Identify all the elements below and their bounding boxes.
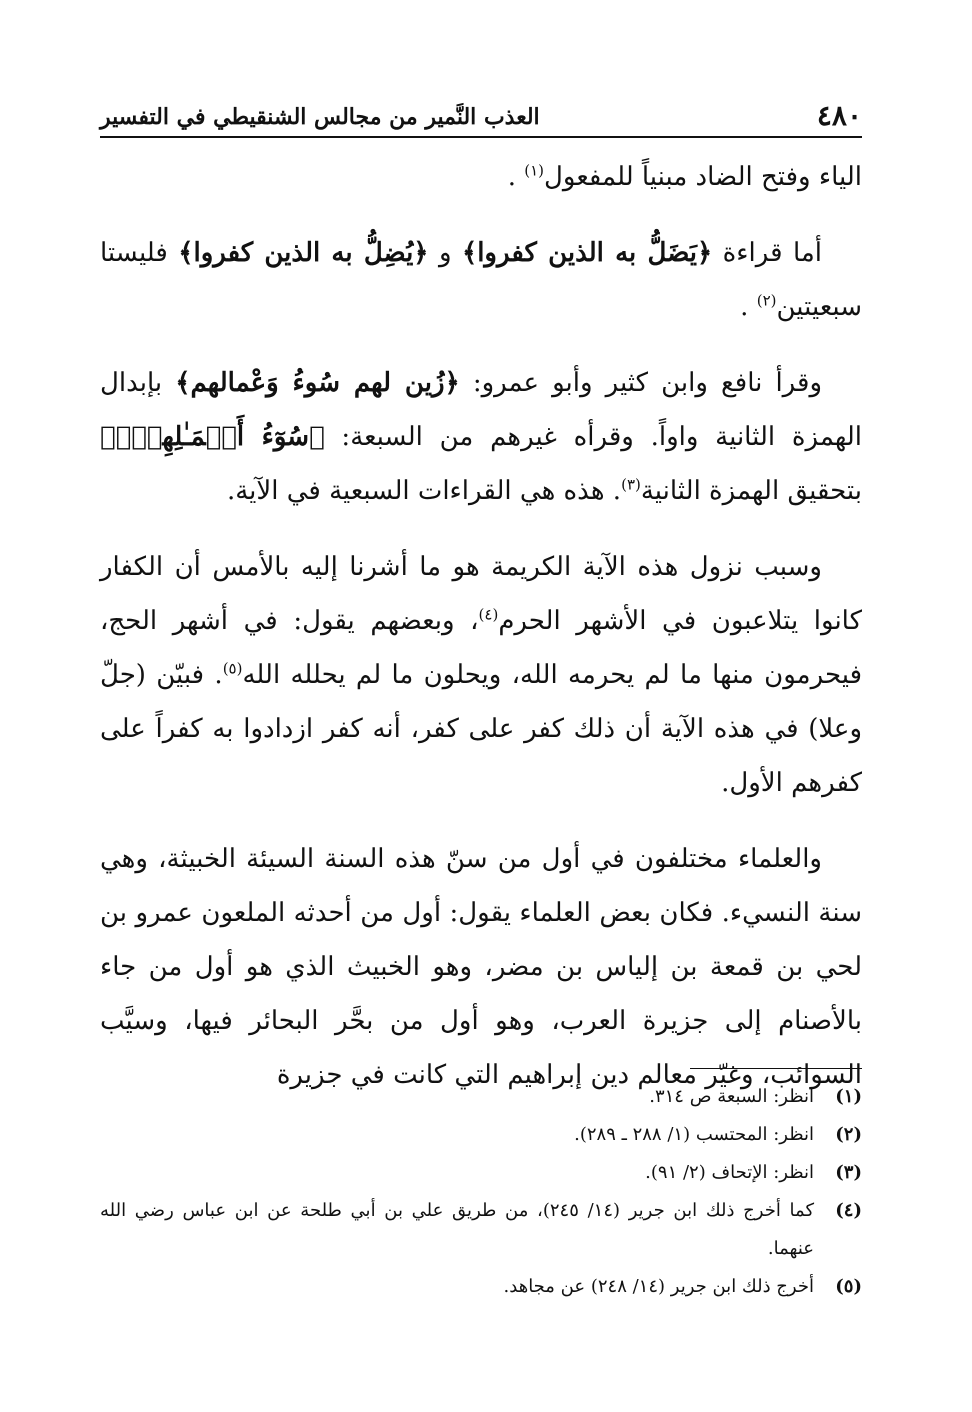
footnote-1	[100, 1078, 862, 1116]
footnote-text: كما أخرج ذلك ابن جرير (١٤/ ٢٤٥)، من طريق علي بن أبي طلحة عن ابن عباس رضي الله عنهما.	[100, 1200, 815, 1259]
footnote-2	[100, 1116, 862, 1154]
paragraph-text: . فبيّن (جلّ وعلا) في هذه الآية أن ذلك كفر على كفر، أنه كفر ازدادوا به كفراً على كفرهم الأول.	[100, 660, 862, 798]
paragraph-text: ، وبعضهم يقول: في أشهر الحج، فيحرمون منها ما لم يحرمه الله، ويحلون ما لم يحلله الله	[100, 606, 862, 690]
paragraph-2	[100, 226, 862, 334]
footnote-number: (٥)	[835, 1276, 862, 1297]
paragraph-text: فليستا سبعيتين	[100, 238, 862, 322]
paragraph-text: أما قراءة	[712, 238, 823, 268]
running-title: العذب النَّمير من مجالس الشنقيطي في التفسير	[100, 104, 540, 130]
footnote-text: انظر: المحتسب (١/ ٢٨٨ ـ ٢٨٩).	[574, 1124, 814, 1145]
footnote-number: (٤)	[835, 1200, 862, 1221]
footnote-text: انظر: الإتحاف (٢/ ٩١).	[645, 1162, 814, 1183]
footnote-number: (١)	[835, 1086, 862, 1107]
paragraph-4	[100, 540, 862, 810]
paragraph-text: بتحقيق الهمزة الثانية	[640, 476, 862, 506]
paragraph-text: الياء وفتح الضاد مبنياً للمفعول	[544, 162, 862, 192]
footnote-number: (٣)	[835, 1162, 862, 1183]
footnote-ref: (٢)	[756, 291, 777, 310]
footnote-ref: (٥)	[222, 659, 243, 678]
page-number: ٤٨٠	[816, 99, 862, 132]
footnote-number: (٢)	[835, 1124, 862, 1145]
footnote-text: انظر: السبعة ص ٣١٤.	[649, 1086, 814, 1107]
paragraph-5	[100, 832, 862, 1102]
footnote-5	[100, 1268, 862, 1306]
footnote-4	[100, 1192, 862, 1268]
footnote-ref: (٣)	[621, 475, 641, 494]
footnotes	[100, 1078, 862, 1306]
footnote-text: أخرج ذلك ابن جرير (١٤/ ٢٤٨) عن مجاهد.	[503, 1276, 814, 1297]
quran-verse: ﴿زُين لهم سُوءُ وَعْمالهم﴾	[175, 368, 460, 398]
paragraph-text: وسبب نزول هذه الآية الكريمة هو ما أشرنا إليه بالأمس أن الكفار كانوا يتلاعبون في الأشهر الحرم	[100, 552, 862, 636]
footnote-ref: (١)	[524, 161, 545, 180]
paragraph-1	[100, 150, 862, 204]
footnote-divider	[690, 1068, 862, 1069]
paragraph-text: والعلماء مختلفون في أول من سنّ هذه السنة السيئة الخبيثة، وهي سنة النسيء. فكان بعض العلماء يقول: أول من أحدثه الملعون عمرو بن لحي بن قمعة بن إلياس بن مضر، وهو الخبيث الذي هو أول من جاء بالأصنام إلى جزيرة العرب، وهو أول من بحَّر البحائر فيها، وسيَّب السوائب، وغيّر معالم دين إبراهيم التي كانت في جزيرة	[100, 844, 862, 1090]
quran-verse: ﴿يُضِلُّ به الذين كفروا﴾	[178, 238, 429, 268]
page-header	[100, 90, 862, 138]
paragraph-text: .	[507, 162, 525, 192]
paragraph-3	[100, 356, 862, 518]
quran-verse: ﴿سُوٓءُ أَعۡمَـٰلِهِمۡۗ﴾	[100, 422, 325, 452]
footnote-ref: (٤)	[478, 605, 499, 624]
paragraph-text: .	[740, 292, 757, 322]
paragraph-text: وقرأ نافع وابن كثير وأبو عمرو:	[459, 368, 823, 398]
paragraph-text: . هذه هي القراءات السبعية في الآية.	[226, 476, 622, 506]
paragraph-text: بإبدال الهمزة الثانية واواً. وقرأه غيرهم من السبعة:	[100, 368, 862, 452]
quran-verse: ﴿يَضَلُّ به الذين كفروا﴾	[461, 238, 713, 268]
footnote-3	[100, 1154, 862, 1192]
main-text	[100, 150, 862, 1124]
paragraph-text: و	[428, 238, 462, 268]
